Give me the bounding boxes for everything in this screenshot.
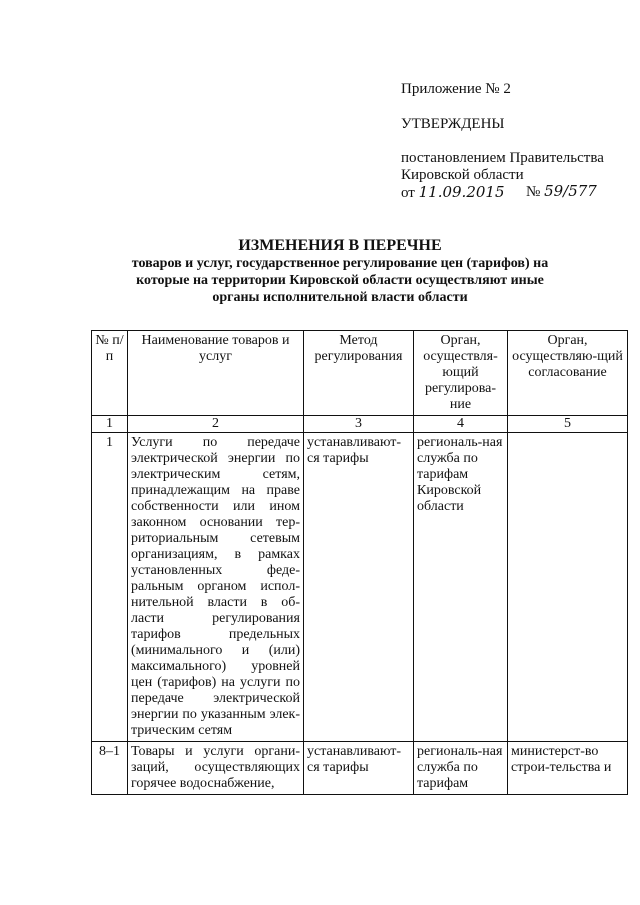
regulator: региональ-ная служба по тарифам — [414, 742, 508, 795]
table-row — [92, 742, 628, 795]
header-cell: Орган, осуществля-ющий регулирова-ние — [414, 331, 508, 416]
regulation-method: устанавливают-ся тарифы — [304, 742, 414, 795]
decree-line-2: Кировской области — [401, 167, 524, 183]
decree-date-line — [401, 184, 505, 202]
table-header-row — [92, 331, 628, 416]
row-number: 8–1 — [92, 742, 128, 795]
coordinator — [508, 433, 628, 742]
service-name: Услуги по передаче электрической энергии по электрическим сетям, принадлежащим на праве собственности или ином законном основании тер-риториальным сетевым организациям, в рамках установленных феде-ральным органом испол-нительной власти в об-ласти регулирования тарифов предельных (минимального и (или) максимального) уровней цен (тарифов) на услуги по передаче электрической энергии по указанным элек-трическим сетям — [128, 433, 304, 742]
column-number: 1 — [92, 416, 128, 433]
regulation-table — [91, 330, 628, 795]
header-cell: Наименование товаров и услуг — [128, 331, 304, 416]
subtitle-line-1: товаров и услуг, государственное регулирование цен (тарифов) на — [131, 256, 549, 271]
column-number: 3 — [304, 416, 414, 433]
column-number: 2 — [128, 416, 304, 433]
document-title: ИЗМЕНЕНИЯ В ПЕРЕЧНЕ — [238, 237, 442, 254]
from-label: от — [401, 185, 415, 201]
header-cell: Орган, осуществляю-щий согласование — [508, 331, 628, 416]
regulation-method: устанавливают-ся тарифы — [304, 433, 414, 742]
table-row — [92, 433, 628, 742]
service-name: Товары и услуги органи-заций, осуществляющих горячее водоснабжение, — [128, 742, 304, 795]
decree-number — [526, 183, 597, 201]
decree-line-1: постановлением Правительства — [401, 150, 604, 166]
coordinator: министерст-во строи-тельства и — [508, 742, 628, 795]
approved-label: УТВЕРЖДЕНЫ — [401, 116, 505, 132]
number-label: № — [526, 184, 541, 200]
column-number: 4 — [414, 416, 508, 433]
subtitle-line-3: органы исполнительной власти области — [212, 290, 468, 305]
header-cell: № п/п — [92, 331, 128, 416]
regulator: региональ-ная служба по тарифам Кировской области — [414, 433, 508, 742]
handwritten-number: 59/577 — [544, 182, 597, 200]
column-number-row — [92, 416, 628, 433]
document-subtitle — [60, 255, 620, 306]
column-number: 5 — [508, 416, 628, 433]
handwritten-date: 11.09.2015 — [418, 183, 505, 201]
header-cell: Метод регулирования — [304, 331, 414, 416]
row-number: 1 — [92, 433, 128, 742]
subtitle-line-2: которые на территории Кировской области осуществляют иные — [136, 273, 544, 288]
appendix-label: Приложение № 2 — [401, 81, 511, 97]
